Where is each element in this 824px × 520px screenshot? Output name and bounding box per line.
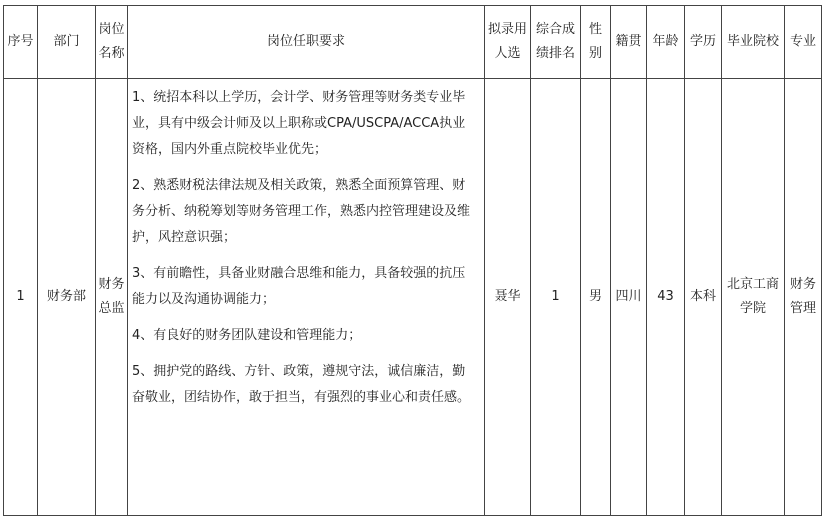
header-gender: 性别 [581,6,611,79]
header-row [4,6,822,79]
cell-gender: 男 [581,79,611,516]
header-age: 年龄 [647,6,685,79]
requirement-item: 3、有前瞻性，具备业财融合思维和能力，具备较强的抗压能力以及沟通协调能力； [132,266,466,307]
header-education: 学历 [685,6,722,79]
header-rank: 综合成绩排名 [531,6,581,79]
header-major: 专业 [785,6,822,79]
cell-origin: 四川 [611,79,647,516]
cell-dept: 财务部 [38,79,96,516]
requirement-item: 4、有良好的财务团队建设和管理能力； [132,328,362,343]
header-candidate: 拟录用人选 [485,6,531,79]
header-origin: 籍贯 [611,6,647,79]
header-position: 岗位名称 [96,6,128,79]
cell-major: 财务管理 [785,79,822,516]
requirement-item: 1、统招本科以上学历，会计学、财务管理等财务类专业毕业，具有中级会计师及以上职称或CPA/USCPA/ACCA执业资格，国内外重点院校毕业优先； [132,90,466,157]
cell-seq: 1 [4,79,38,516]
cell-rank: 1 [531,79,581,516]
header-requirements: 岗位任职要求 [128,6,485,79]
header-dept: 部门 [38,6,96,79]
cell-age: 43 [647,79,685,516]
table-row [4,79,822,516]
header-school: 毕业院校 [722,6,785,79]
requirement-item: 2、熟悉财税法律法规及相关政策，熟悉全面预算管理、财务分析、纳税筹划等财务管理工作，熟悉内控管理建设及维护，风控意识强； [132,178,471,245]
cell-requirements [128,79,485,516]
requirement-item: 5、拥护党的路线、方针、政策，遵规守法，诚信廉洁，勤奋敬业，团结协作，敢于担当，有强烈的事业心和责任感。 [132,364,471,405]
header-seq: 序号 [4,6,38,79]
cell-position: 财务总监 [96,79,128,516]
recruitment-table [3,5,822,516]
cell-education: 本科 [685,79,722,516]
cell-school: 北京工商学院 [722,79,785,516]
cell-candidate: 聂华 [485,79,531,516]
